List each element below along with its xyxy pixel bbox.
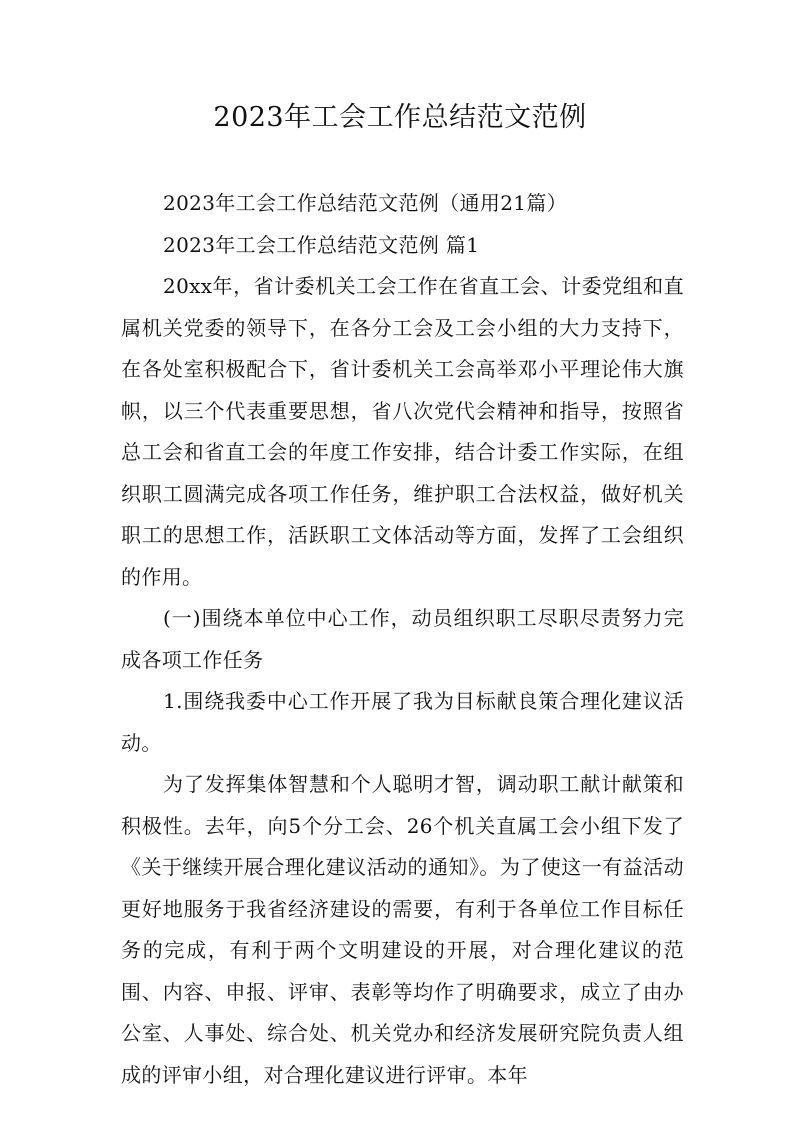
paragraph-subtitle: 2023年工会工作总结范文范例（通用21篇） [163, 191, 568, 215]
document-title: 2023年工会工作总结范文范例 [213, 102, 587, 133]
paragraph-body-1: 为了发挥集体智慧和个人聪明才智，调动职工献计献策和积极性。去年，向5个分工会、26个机关直属工会小组下发了《关于继续开展合理化建议活动的通知》。为了使这一有益活动更好地服务于我省经济建设的需要，有利于各单位工作目标任务的完成，有利于两个文明建设的开展，对合理化建议的范围、内容、申报、评审、表彰等均作了明确要求，成立了由办公室、人事处、综合处、机关党办和经济发展研究院负责人组成的评审小组，对合理化建议进行评审。本年 [121, 772, 684, 1087]
paragraph-section-heading: 2023年工会工作总结范文范例 篇1 [163, 232, 480, 257]
paragraph-heading-1: (一)围绕本单位中心工作，动员组织职工尽职尽责努力完成各项工作任务 [121, 606, 684, 672]
paragraph-intro: 20xx年，省计委机关工会工作在省直工会、计委党组和直属机关党委的领导下，在各分工会及工会小组的大力支持下，在各处室积极配合下，省计委机关工会高举邓小平理论伟大旗帜，以三个代表重要思想，省八次党代会精神和指导，按照省总工会和省直工会的年度工作安排，结合计委工作实际，在组织职工圆满完成各项工作任务，维护职工合法权益，做好机关职工的思想工作，活跃职工文体活动等方面，发挥了工会组织的作用。 [121, 274, 684, 589]
document-body [121, 183, 684, 1096]
paragraph-item-1: 1.围绕我委中心工作开展了我为目标献良策合理化建议活动。 [121, 689, 684, 755]
